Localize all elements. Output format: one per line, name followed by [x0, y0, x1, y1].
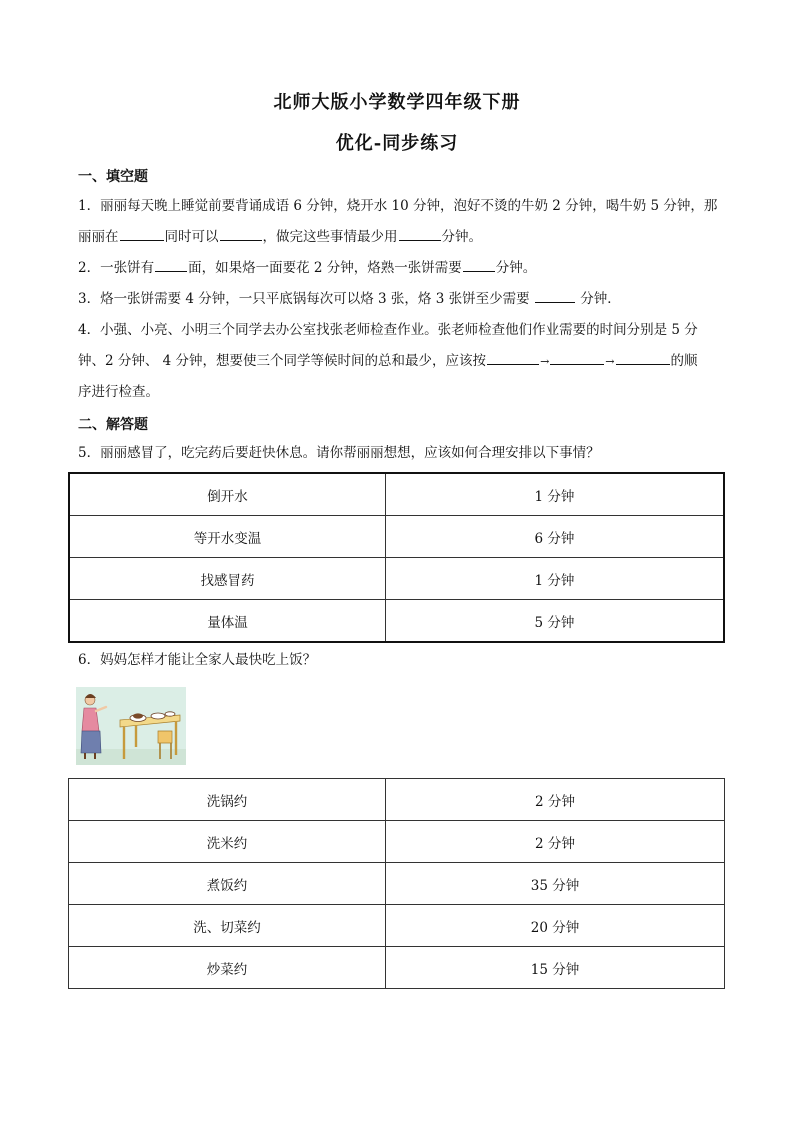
- q1-blank-1[interactable]: [120, 226, 164, 241]
- question-1: [78, 191, 718, 253]
- table-row: [69, 473, 724, 516]
- q4-blank-3[interactable]: [616, 350, 670, 365]
- question-6: [78, 645, 718, 676]
- q1-text-c: 同时可以: [164, 229, 219, 245]
- q3-blank-1[interactable]: [535, 288, 575, 303]
- table-cell-task: 洗米约: [69, 821, 386, 863]
- table-row: [69, 947, 725, 989]
- q1-text-e: 分钟。: [441, 229, 482, 245]
- table-cell-time: 6 分钟: [386, 516, 725, 558]
- q3-text-a: 3．烙一张饼需要 4 分钟，一只平底锅每次可以烙 3 张，烙 3 张饼至少需要: [78, 291, 530, 307]
- table-cell-time: 5 分钟: [386, 600, 725, 643]
- q4-blank-2[interactable]: [550, 350, 604, 365]
- table-row: [69, 779, 725, 821]
- q2-text-b: 面，如果烙一面要花 2 分钟，烙熟一张饼需要: [188, 260, 462, 276]
- table-row: [69, 905, 725, 947]
- section-heading-solve: 二、解答题: [78, 417, 148, 433]
- table-cell-time: 15 分钟: [386, 947, 725, 989]
- mother-and-table-illustration: [76, 687, 186, 765]
- table-cell-time: 20 分钟: [386, 905, 725, 947]
- q1-text-d: ，做完这些事情最少用: [262, 229, 398, 245]
- q1-text-b: 丽丽在: [78, 229, 119, 245]
- table-row: [69, 516, 724, 558]
- q4-arrow-2: →: [605, 355, 615, 368]
- table-cell-time: 2 分钟: [386, 821, 725, 863]
- q5-text: 5．丽丽感冒了，吃完药后要赶快休息。请你帮丽丽想想，应该如何合理安排以下事情？: [78, 445, 600, 461]
- q4-text-b: 钟、2 分钟、 4 分钟，想要使三个同学等候时间的总和最少，应该按: [78, 353, 487, 369]
- table-cell-time: 1 分钟: [386, 473, 725, 516]
- q1-blank-3[interactable]: [399, 226, 441, 241]
- table-cell-task: 找感冒药: [69, 558, 386, 600]
- question-3: [78, 284, 718, 315]
- table-cell-time: 35 分钟: [386, 863, 725, 905]
- question-2: [78, 253, 718, 284]
- section-heading-fill-in: 一、填空题: [78, 169, 148, 185]
- table-cell-task: 等开水变温: [69, 516, 386, 558]
- page-subtitle: 优化-同步练习: [335, 133, 459, 154]
- q3-text-b: 分钟．: [580, 291, 621, 307]
- q4-text-d: 序进行检查。: [78, 384, 159, 400]
- table-cell-task: 量体温: [69, 600, 386, 643]
- q4-arrow-1: →: [540, 355, 550, 368]
- table-cell-time: 1 分钟: [386, 558, 725, 600]
- table-cell-time: 2 分钟: [386, 779, 725, 821]
- table-row: [69, 863, 725, 905]
- task-time-table-2: [68, 778, 725, 989]
- task-time-table-1: [68, 472, 725, 643]
- q4-text-a: 4．小强、小亮、小明三个同学去办公室找张老师检查作业。张老师检查他们作业需要的时间分别是 5 分: [78, 322, 698, 338]
- q2-text-c: 分钟。: [495, 260, 537, 276]
- q2-text-a: 2．一张饼有: [78, 260, 155, 276]
- q4-text-c: 的顺: [670, 353, 698, 369]
- table-cell-task: 炒菜约: [69, 947, 386, 989]
- q2-blank-1[interactable]: [155, 257, 187, 272]
- table-cell-task: 倒开水: [69, 473, 386, 516]
- table-cell-task: 洗、切菜约: [69, 905, 386, 947]
- q4-blank-1[interactable]: [487, 350, 539, 365]
- question-5: [78, 438, 718, 469]
- page-title: 北师大版小学数学四年级下册: [273, 92, 521, 113]
- q1-blank-2[interactable]: [220, 226, 262, 241]
- table-row: [69, 558, 724, 600]
- q2-blank-2[interactable]: [463, 257, 495, 272]
- q1-text-a: 1．丽丽每天晚上睡觉前要背诵成语 6 分钟，烧开水 10 分钟，泡好不烫的牛奶 2 分钟，喝牛奶 5 分钟，那: [78, 198, 718, 214]
- table-row: [69, 821, 725, 863]
- table-cell-task: 洗锅约: [69, 779, 386, 821]
- table-cell-task: 煮饭约: [69, 863, 386, 905]
- question-4: [78, 315, 718, 408]
- q6-text: 6．妈妈怎样才能让全家人最快吃上饭？: [78, 652, 317, 668]
- table-row: [69, 600, 724, 643]
